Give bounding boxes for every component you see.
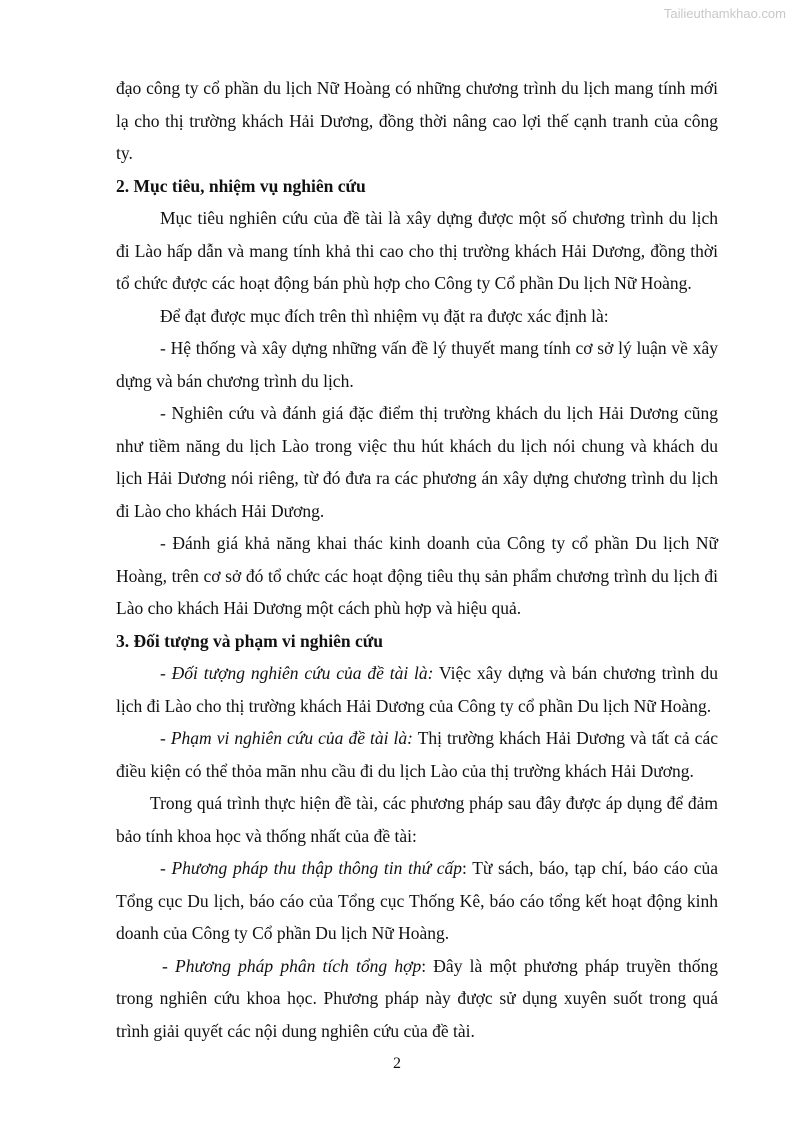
paragraph-research-scope	[116, 722, 718, 787]
task-item-market-research: - Nghiên cứu và đánh giá đặc điểm thị trường khách du lịch Hải Dương cũng như tiềm năng du lịch Lào trong việc thu hút khách du lịch nói chung và khách du lịch Hải Dương nói riêng, từ đó đưa ra các phương án xây dựng chương trình du lịch đi Lào cho khách Hải Dương.	[116, 403, 718, 521]
paragraph-objective: Mục tiêu nghiên cứu của đề tài là xây dựng được một số chương trình du lịch đi Lào hấp dẫn và mang tính khả thi cao cho thị trường khách Hải Dương, đồng thời tổ chức được các hoạt động bán phù hợp cho Công ty Cổ phần Du lịch Nữ Hoàng.	[116, 208, 718, 293]
paragraph-tasks-intro: Để đạt được mục đích trên thì nhiệm vụ đặt ra được xác định là:	[160, 305, 609, 326]
section-heading-objectives: 2. Mục tiêu, nhiệm vụ nghiên cứu	[116, 175, 366, 196]
method-secondary-data-label: - Phương pháp thu thập thông tin thứ cấp	[160, 858, 463, 878]
method-secondary-data-text: : Từ sách, báo, tạp chí, báo cáo của Tổng cục Du lịch, báo cáo của Tổng cục Thống Kê, báo cáo tổng kết hoạt động kinh doanh của Công ty Cổ phần Du lịch Nữ Hoàng.	[116, 858, 718, 943]
method-synthesis-label: - Phương pháp phân tích tổng hợp	[162, 955, 422, 976]
paragraph-method-synthesis	[116, 950, 718, 1048]
research-scope-label: - Phạm vi nghiên cứu của đề tài là:	[160, 728, 413, 748]
watermark-text: Tailieuthamkhao.com	[663, 6, 786, 21]
task-item-theory: - Hệ thống và xây dựng những vấn đề lý thuyết mang tính cơ sở lý luận về xây dựng và bán chương trình du lịch.	[116, 338, 718, 391]
page-number: 2	[393, 1055, 401, 1072]
paragraph-continuation: đạo công ty cổ phần du lịch Nữ Hoàng có những chương trình du lịch mang tính mới lạ cho thị trường khách Hải Dương, đồng thời nâng cao lợi thế cạnh tranh của công ty.	[116, 78, 718, 163]
document-body	[116, 72, 718, 1047]
paragraph-methods-intro: Trong quá trình thực hiện đề tài, các phương pháp sau đây được áp dụng để đảm bảo tính khoa học và thống nhất của đề tài:	[116, 793, 718, 846]
paragraph-research-subject	[116, 657, 718, 722]
paragraph-method-secondary-data	[116, 852, 718, 950]
research-subject-text: Việc xây dựng và bán chương trình du lịch đi Lào cho thị trường khách Hải Dương của Công ty cổ phần Du lịch Nữ Hoàng.	[116, 663, 719, 716]
task-item-business-evaluation: - Đánh giá khả năng khai thác kinh doanh của Công ty cổ phần Du lịch Nữ Hoàng, trên cơ sở đó tổ chức các hoạt động tiêu thụ sản phẩm chương trình du lịch đi Lào cho khách Hải Dương một cách phù hợp và hiệu quả.	[116, 533, 718, 618]
research-scope-text: Thị trường khách Hải Dương và tất cả các điều kiện có thể thỏa mãn nhu cầu đi du lịch Lào của thị trường khách Hải Dương.	[116, 728, 718, 781]
section-heading-scope: 3. Đối tượng và phạm vi nghiên cứu	[116, 630, 383, 651]
method-synthesis-text: : Đây là một phương pháp truyền thống trong nghiên cứu khoa học. Phương pháp này được sử dụng xuyên suốt trong quá trình giải quyết các nội dung nghiên cứu của đề tài.	[116, 955, 718, 1041]
research-subject-label: - Đối tượng nghiên cứu của đề tài là:	[160, 663, 434, 683]
